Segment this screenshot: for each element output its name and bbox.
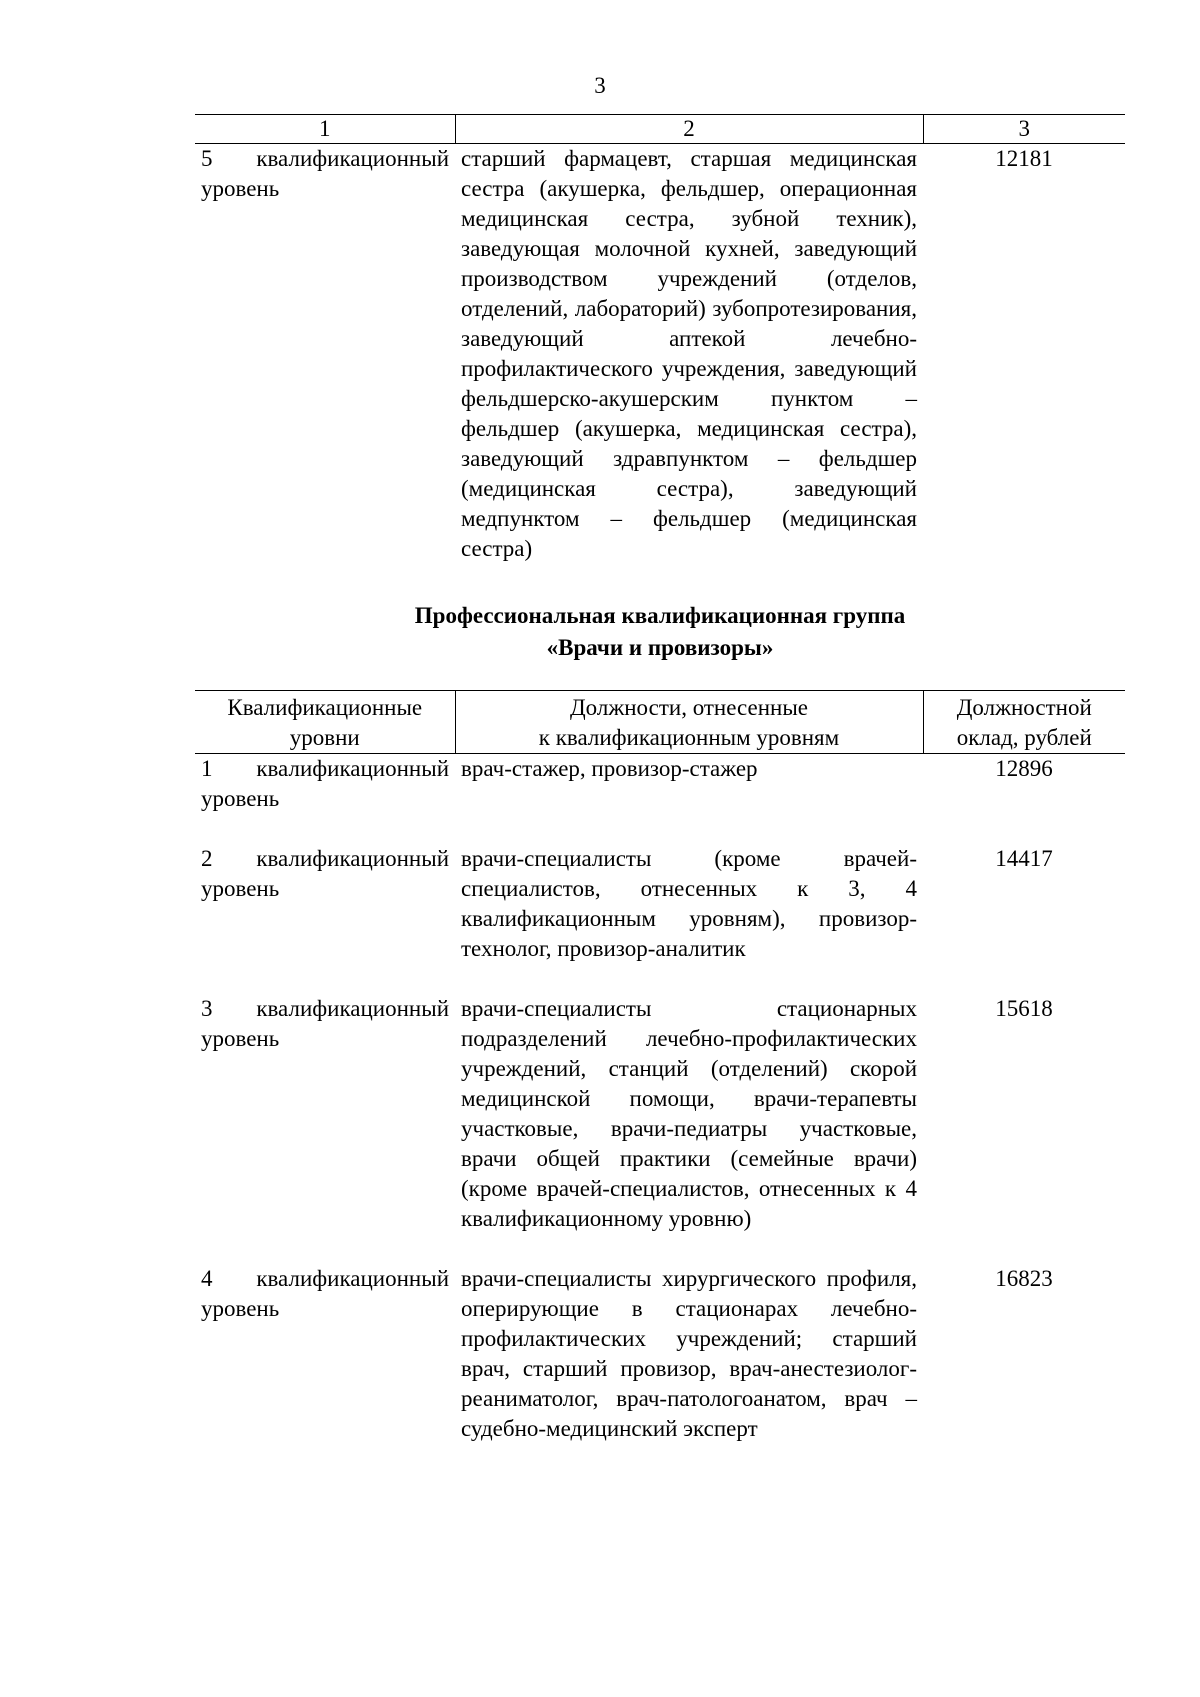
salary-value: 14417 (995, 846, 1053, 871)
header-line: Должностной (956, 695, 1092, 720)
table-header-row (195, 691, 1125, 754)
positions-list: врач-стажер, провизор-стажер (461, 756, 758, 781)
section-title-line-2: «Врачи и провизоры» (546, 635, 774, 660)
table-row (195, 754, 1125, 845)
column-number-1: 1 (195, 115, 455, 144)
qualification-level: 2 квалификационный уровень (201, 846, 449, 901)
table-row (195, 1264, 1125, 1444)
salary-value: 16823 (995, 1266, 1053, 1291)
column-number-3: 3 (923, 115, 1125, 144)
qualification-level: 1 квалификационный уровень (201, 756, 449, 811)
header-qualification-levels (195, 691, 455, 754)
header-positions (455, 691, 923, 754)
column-number-2: 2 (455, 115, 923, 144)
positions-list: врачи-специалисты (кроме врачей-специалистов, отнесенных к 3, 4 квалификационным уровням), провизор-технолог, провизор-аналитик (461, 846, 917, 961)
doctors-pharmacists-table (195, 690, 1125, 1444)
salary-value: 12181 (995, 146, 1053, 171)
positions-table-continuation (195, 114, 1125, 564)
salary-value: 12896 (995, 756, 1053, 781)
qualification-level: 4 квалификационный уровень (201, 1266, 449, 1321)
qualification-level: 5 квалификационный уровень (201, 146, 449, 201)
salary-value: 15618 (995, 996, 1053, 1021)
header-line: Должности, отнесенные (569, 695, 809, 720)
section-title-line-1: Профессиональная квалификационная группа (414, 603, 906, 628)
positions-list: старший фармацевт, старшая медицинская сестра (акушерка, фельдшер, операционная медицинская сестра, зубной техник), заведующая молочной кухней, заведующий производством учреждений (отделов, отделений, лабораторий) зубопротезирования, заведующий аптекой лечебно-профилактического учреждения, заведующий фельдшерско-акушерским пунктом – фельдшер (акушерка, медицинская сестра), заведующий здравпунктом – фельдшер (медицинская сестра), заведующий медпунктом – фельдшер (медицинская сестра) (461, 146, 917, 561)
table-header-row (195, 115, 1125, 144)
positions-list: врачи-специалисты хирургического профиля, оперирующие в стационарах лечебно-профилактических учреждений; старший врач, старший провизор, врач-анестезиолог-реаниматолог, врач-патологоанатом, врач – судебно-медицинский эксперт (461, 1266, 917, 1441)
table-row (195, 994, 1125, 1264)
header-line: Квалификационные (227, 695, 423, 720)
section-title (195, 600, 1125, 664)
page-number: 3 (594, 73, 606, 98)
positions-list: врачи-специалисты стационарных подразделений лечебно-профилактических учреждений, станций (отделений) скорой медицинской помощи, врачи-терапевты участковые, врачи-педиатры участковые, врачи общей практики (семейные врачи) (кроме врачей-специалистов, отнесенных к 4 квалификационному уровню) (461, 996, 917, 1231)
header-line: оклад, рублей (956, 725, 1092, 750)
qualification-level: 3 квалификационный уровень (201, 996, 449, 1051)
header-line: к квалификационным уровням (538, 725, 840, 750)
table-row (195, 144, 1125, 565)
header-salary (923, 691, 1125, 754)
header-line: уровни (289, 725, 360, 750)
table-row (195, 844, 1125, 994)
